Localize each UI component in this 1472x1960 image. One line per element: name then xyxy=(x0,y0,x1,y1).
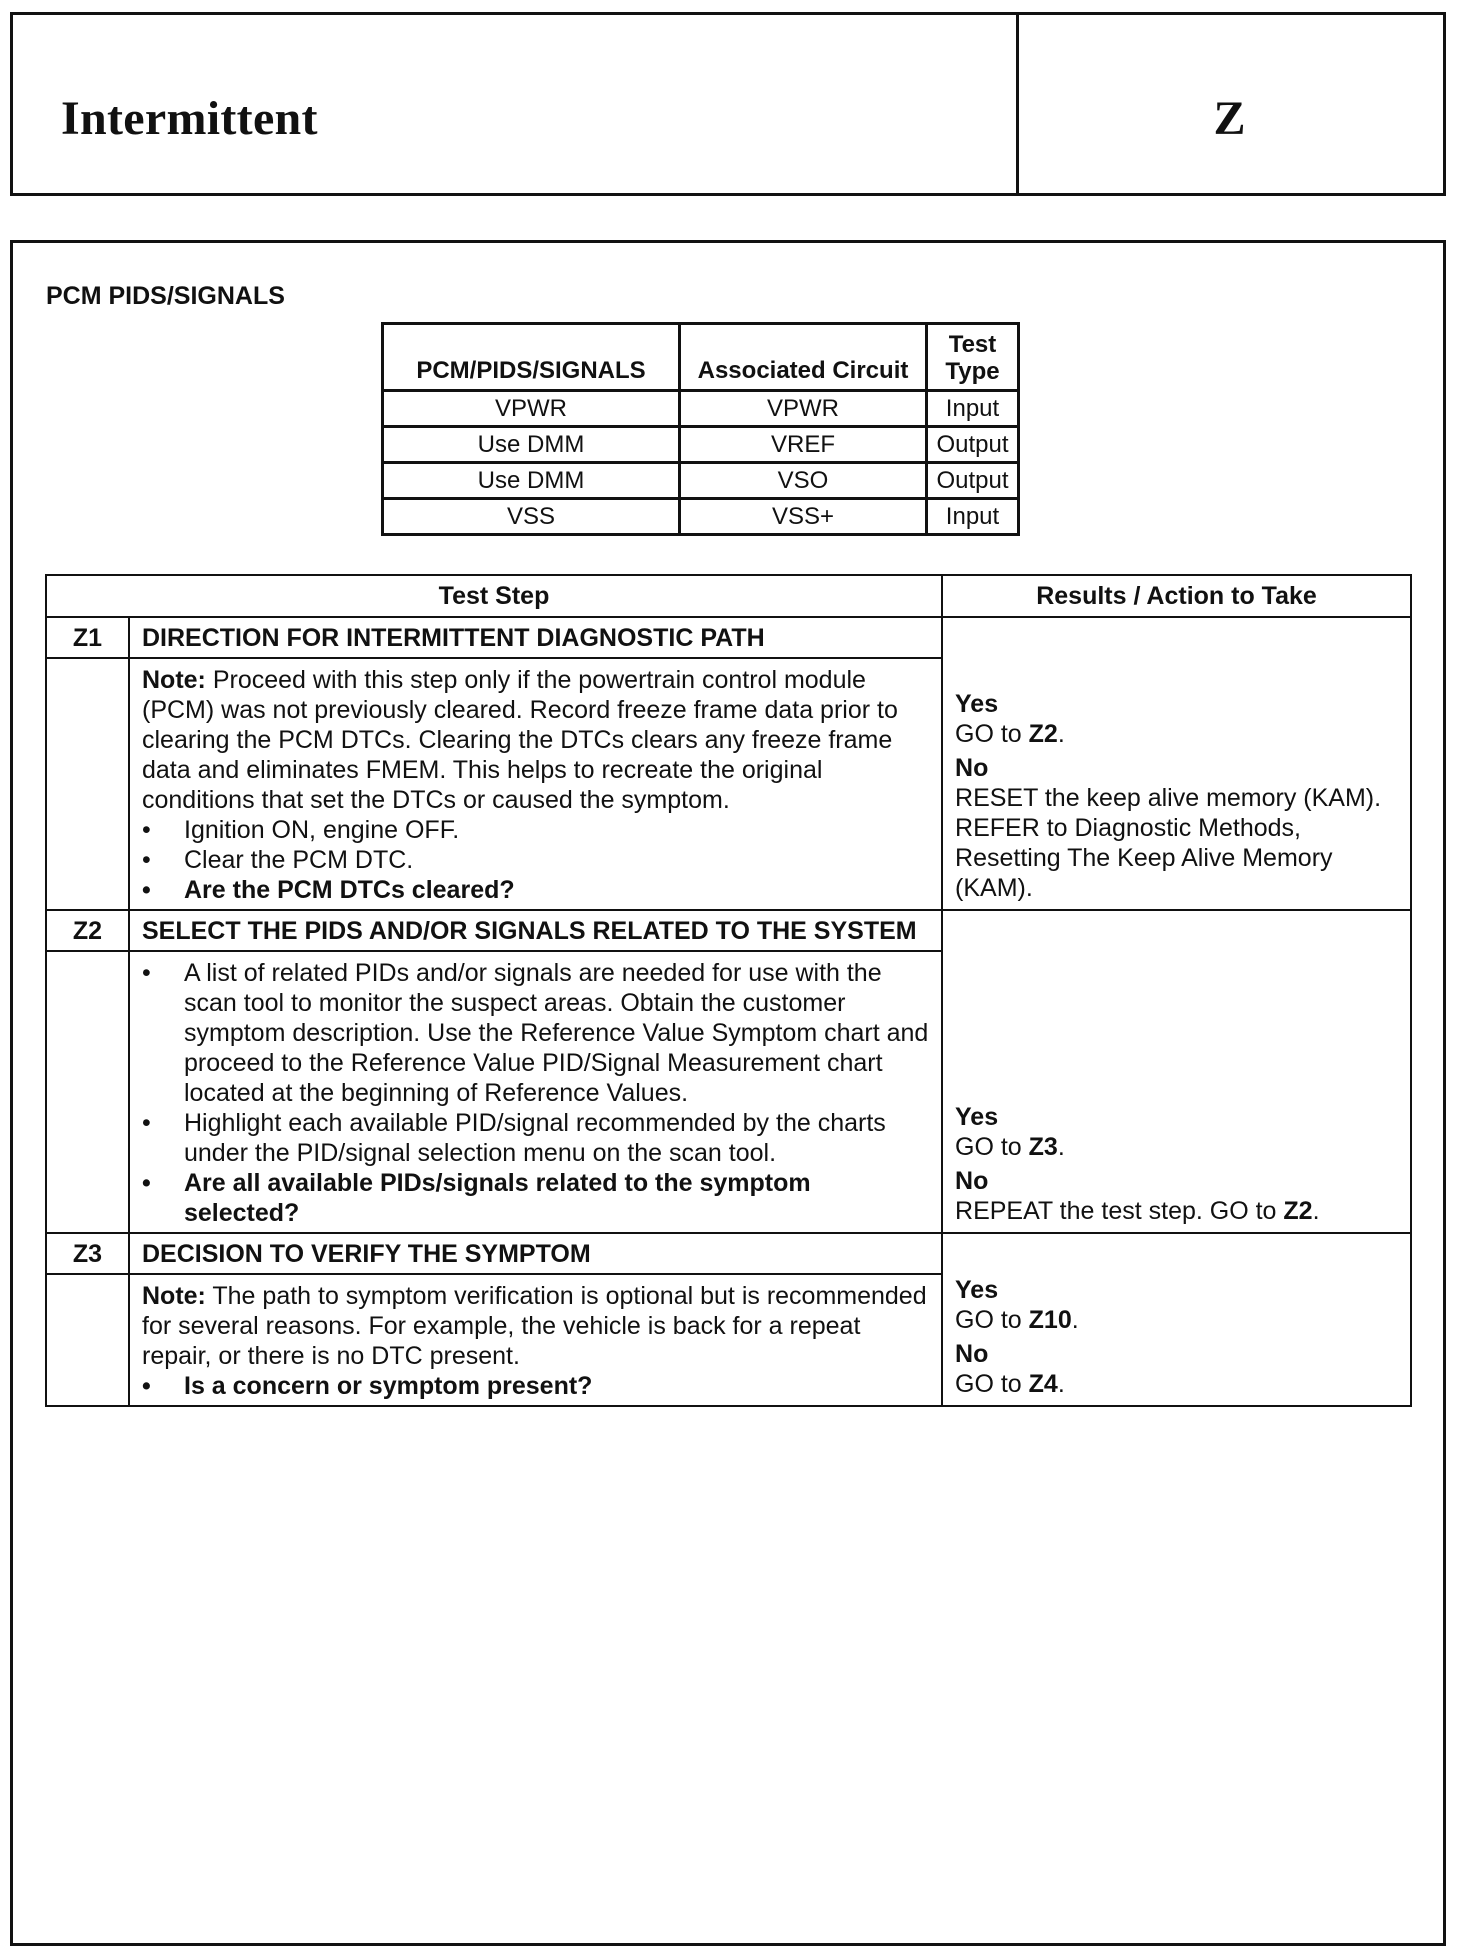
no-action: GO to Z4. xyxy=(955,1370,1065,1398)
list-item: • A list of related PIDs and/or signals are needed for use with the scan tool to monitor the suspect areas. Obtain the customer symptom description. Use the Reference Value Symptom chart and proceed to the Reference Value PID/Signal Measurement chart located at the beginning of Reference Values. xyxy=(142,958,929,1108)
list-item: • Ignition ON, engine OFF. xyxy=(142,815,929,845)
table-cell: VPWR xyxy=(383,391,680,427)
step-id: Z2 xyxy=(46,910,129,951)
no-action: REPEAT the test step. GO to Z2. xyxy=(955,1197,1320,1225)
step-question: • Is a concern or symptom present? xyxy=(142,1371,929,1401)
table-row xyxy=(383,463,1019,499)
list-item: • Clear the PCM DTC. xyxy=(142,845,929,875)
test-type-col-header: Test Type xyxy=(927,324,1019,391)
yes-action: GO to Z3. xyxy=(955,1133,1065,1161)
step-results xyxy=(942,617,1411,910)
step-id-spacer xyxy=(46,951,129,1233)
page-header xyxy=(10,12,1446,196)
list-item: • Highlight each available PID/signal recommended by the charts under the PID/signal selection menu on the scan tool. xyxy=(142,1108,929,1168)
pid-signals-table xyxy=(381,322,1020,536)
test-steps-table xyxy=(45,574,1412,1407)
no-action: RESET the keep alive memory (KAM). REFER to Diagnostic Methods, Resetting The Keep Alive Memory (KAM). xyxy=(955,784,1382,902)
table-cell: Use DMM xyxy=(383,463,680,499)
yes-label: Yes xyxy=(955,1276,999,1304)
circuit-col-header: Associated Circuit xyxy=(680,324,927,391)
table-cell: VSS+ xyxy=(680,499,927,535)
step-id-spacer xyxy=(46,1274,129,1406)
table-cell: Output xyxy=(927,427,1019,463)
table-row xyxy=(383,391,1019,427)
table-cell: VPWR xyxy=(680,391,927,427)
step-title: SELECT THE PIDS AND/OR SIGNALS RELATED TO THE SYSTEM xyxy=(129,910,942,951)
step-bullets xyxy=(142,1371,929,1401)
yes-action: GO to Z2. xyxy=(955,720,1065,748)
step-note: Note: Proceed with this step only if the powertrain control module (PCM) was not previously cleared. Record freeze frame data prior to clearing the PCM DTCs. Clearing the DTCs clears any freeze frame data and eliminates FMEM. This helps to recreate the original conditions that set the DTCs or caused the symptom. xyxy=(142,666,898,814)
step-id: Z3 xyxy=(46,1233,129,1274)
table-row xyxy=(383,499,1019,535)
step-title-row xyxy=(46,617,1411,658)
yes-label: Yes xyxy=(955,1103,999,1131)
step-title-row xyxy=(46,1233,1411,1274)
step-results xyxy=(942,1233,1411,1406)
test-step-col-header: Test Step xyxy=(46,575,942,617)
step-question: • Are the PCM DTCs cleared? xyxy=(142,875,929,905)
step-title: DIRECTION FOR INTERMITTENT DIAGNOSTIC PATH xyxy=(129,617,942,658)
table-cell: Input xyxy=(927,499,1019,535)
step-body xyxy=(129,1274,942,1406)
table-row xyxy=(383,427,1019,463)
step-id-spacer xyxy=(46,658,129,910)
steps-header-row xyxy=(46,575,1411,617)
table-cell: VREF xyxy=(680,427,927,463)
table-cell: Use DMM xyxy=(383,427,680,463)
no-label: No xyxy=(955,754,989,782)
pid-col-header: PCM/PIDS/SIGNALS xyxy=(383,324,680,391)
page-title: Intermittent xyxy=(61,92,318,145)
step-bullets xyxy=(142,958,929,1228)
step-results xyxy=(942,910,1411,1233)
step-question: • Are all available PIDs/signals related to the symptom selected? xyxy=(142,1168,929,1228)
no-label: No xyxy=(955,1167,989,1195)
table-cell: VSO xyxy=(680,463,927,499)
step-bullets xyxy=(142,815,929,905)
section-code: Z xyxy=(1213,92,1246,145)
yes-label: Yes xyxy=(955,690,999,718)
yes-action: GO to Z10. xyxy=(955,1306,1079,1334)
step-body xyxy=(129,658,942,910)
step-note: Note: The path to symptom verification is optional but is recommended for several reasons. For example, the vehicle is back for a repeat repair, or there is no DTC present. xyxy=(142,1282,927,1370)
step-body xyxy=(129,951,942,1233)
step-id: Z1 xyxy=(46,617,129,658)
table-cell: VSS xyxy=(383,499,680,535)
no-label: No xyxy=(955,1340,989,1368)
pid-table-header-row xyxy=(383,324,1019,391)
section-title: PCM PIDS/SIGNALS xyxy=(46,282,285,310)
table-cell: Input xyxy=(927,391,1019,427)
results-col-header: Results / Action to Take xyxy=(942,575,1411,617)
step-title: DECISION TO VERIFY THE SYMPTOM xyxy=(129,1233,942,1274)
step-title-row xyxy=(46,910,1411,951)
table-cell: Output xyxy=(927,463,1019,499)
